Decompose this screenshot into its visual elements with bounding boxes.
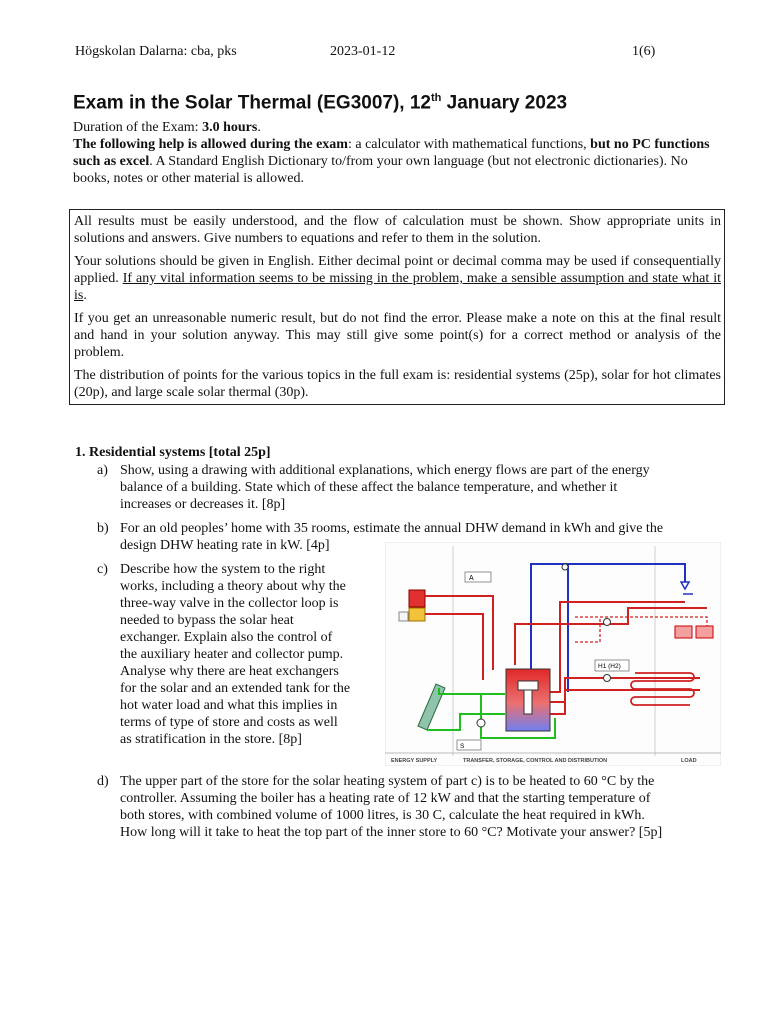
page-title: Exam in the Solar Thermal (EG3007), 12th January 2023 xyxy=(73,92,568,114)
instruction-4: The distribution of points for the various topics in the full exam is: residential systems (25p), solar for hot climates (20p), and large scale solar thermal (30p). xyxy=(74,368,721,400)
question-letter: d) xyxy=(97,774,109,789)
question-letter: b) xyxy=(97,521,109,536)
question-line: Describe how the system to the right xyxy=(120,562,326,577)
question-line: The upper part of the store for the solar heating system of part c) is to be heated to 60 °C by the xyxy=(120,774,655,789)
question-line: the auxiliary heater and collector pump. xyxy=(120,647,344,662)
footer-transfer-storage: TRANSFER, STORAGE, CONTROL AND DISTRIBUTION xyxy=(463,758,608,764)
instructions-box xyxy=(69,209,725,405)
question-line: For an old peoples’ home with 35 rooms, estimate the annual DHW demand in kWh and give the xyxy=(120,521,664,536)
radiator-icon xyxy=(675,626,692,638)
question-line: terms of type of store and costs as well xyxy=(120,715,338,730)
footer-load: LOAD xyxy=(681,758,697,764)
question-line: for the solar and an extended tank for the xyxy=(120,681,351,696)
header-date: 2023-01-12 xyxy=(330,44,396,59)
question-line: works, including a theory about why the xyxy=(120,579,346,594)
exam-intro xyxy=(73,119,723,187)
radiator-icon xyxy=(696,626,713,638)
solar-system-diagram xyxy=(385,542,721,766)
question-letter: c) xyxy=(97,562,108,577)
diagram-label-h: H1 (H2) xyxy=(598,663,621,670)
question-line: both stores, with combined volume of 1000 litres, is 30 C, calculate the heat required in kWh. xyxy=(120,808,645,823)
valve-icon xyxy=(562,564,568,570)
question-line: hot water load and what this implies in xyxy=(120,698,338,713)
question-line: three-way valve in the collector loop is xyxy=(120,596,339,611)
question-line: How long will it take to heat the top part of the inner store to 60 °C? Motivate your answer? [5p] xyxy=(120,825,663,840)
question-line: Show, using a drawing with additional explanations, which energy flows are part of the energy xyxy=(120,463,650,478)
allowed-help: The following help is allowed during the exam: a calculator with mathematical functions, but no PC functions such as excel. A Standard English Dictionary to/from your own language (but not electronic dictionaries). No books, notes or other material is allowed. xyxy=(73,137,710,186)
question-line: design DHW heating rate in kW. [4p] xyxy=(120,538,330,553)
header-institution: Högskolan Dalarna: cba, pks xyxy=(75,44,237,59)
question-line: controller. Assuming the boiler has a heating rate of 12 kW and that the starting temperature of xyxy=(120,791,651,806)
instruction-1: All results must be easily understood, and the flow of calculation must be shown. Show appropriate units in solutions and answers. Give numbers to equations and refer to them in the solution. xyxy=(74,214,721,246)
question-line: increases or decreases it. [8p] xyxy=(120,497,286,512)
storage-tank xyxy=(506,669,550,731)
section-heading: 1. Residential systems [total 25p] xyxy=(75,445,271,460)
footer-energy-supply: ENERGY SUPPLY xyxy=(391,758,438,764)
duration-line: Duration of the Exam: 3.0 hours. xyxy=(73,120,261,135)
question-line: balance of a building. State which of these affect the balance temperature, and whether it xyxy=(120,480,618,495)
question-line: Analyse why there are heat exchangers xyxy=(120,664,339,679)
diagram-label-a: A xyxy=(469,575,474,582)
question-letter: a) xyxy=(97,463,108,478)
pump-icon xyxy=(604,675,611,682)
question-line: needed to bypass the solar heat xyxy=(120,613,294,628)
pump-icon xyxy=(604,619,611,626)
question-line: exchanger. Explain also the control of xyxy=(120,630,333,645)
header-page-number: 1(6) xyxy=(632,44,656,59)
instruction-3: If you get an unreasonable numeric result, but do not find the error. Please make a note on this at the final result and hand in your solution anyway. This may still give some point(s) for a correct method or analysis of the problem. xyxy=(74,311,721,360)
pump-icon xyxy=(477,719,485,727)
question-line: as stratification in the store. [8p] xyxy=(120,732,302,747)
instruction-2: Your solutions should be given in English. Either decimal point or decimal comma may be used if consequentially applied. If any vital information seems to be missing in the problem, make a sensible assumption and state what it is. xyxy=(74,254,721,303)
diagram-label-s: S xyxy=(460,743,465,750)
